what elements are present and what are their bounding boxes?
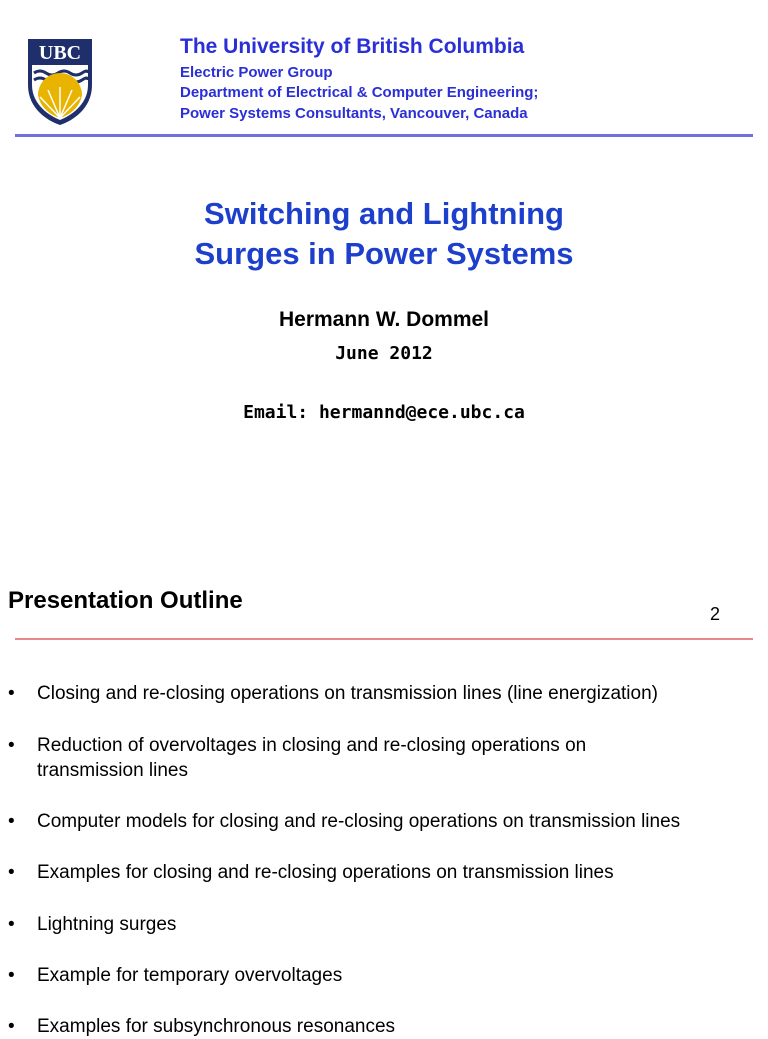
outline-item-text: Examples for closing and re-closing operations on transmission lines <box>37 862 614 883</box>
department-name: Department of Electrical & Computer Engineering; <box>180 84 539 101</box>
outline-item-text: Example for temporary overvoltages <box>37 965 343 986</box>
header-rule <box>15 134 753 137</box>
bullet-marker: • <box>8 862 15 883</box>
email-line: Email: hermannd@ece.ubc.ca <box>243 402 525 423</box>
presentation-date: June 2012 <box>335 343 433 364</box>
page-number: 2 <box>710 604 721 624</box>
logo-text: UBC <box>38 42 82 64</box>
consultants-line: Power Systems Consultants, Vancouver, Canada <box>180 105 528 122</box>
bullet-marker: • <box>8 1016 15 1037</box>
outline-item-text: Examples for subsynchronous resonances <box>37 1016 396 1037</box>
outline-item-text: Closing and re-closing operations on transmission lines (line energization) <box>37 683 658 704</box>
ubc-logo <box>26 37 94 127</box>
slide-title-line-1: Switching and Lightning <box>204 196 564 231</box>
outline-item-text: Lightning surges <box>37 914 177 935</box>
university-name: The University of British Columbia <box>180 35 525 58</box>
bullet-marker: • <box>8 811 15 832</box>
outline-item-text: Computer models for closing and re-closing operations on transmission lines <box>37 811 681 832</box>
outline-title: Presentation Outline <box>8 587 243 614</box>
bullet-marker: • <box>8 965 15 986</box>
slide-title-line-2: Surges in Power Systems <box>194 236 574 271</box>
outline-rule <box>15 638 753 640</box>
author-name: Hermann W. Dommel <box>278 308 490 331</box>
bullet-marker: • <box>8 914 15 935</box>
group-name: Electric Power Group <box>180 64 333 81</box>
bullet-marker: • <box>8 683 15 704</box>
outline-item-text: Reduction of overvoltages in closing and re-closing operations on transmission lines <box>37 735 587 781</box>
bullet-marker: • <box>8 735 15 756</box>
